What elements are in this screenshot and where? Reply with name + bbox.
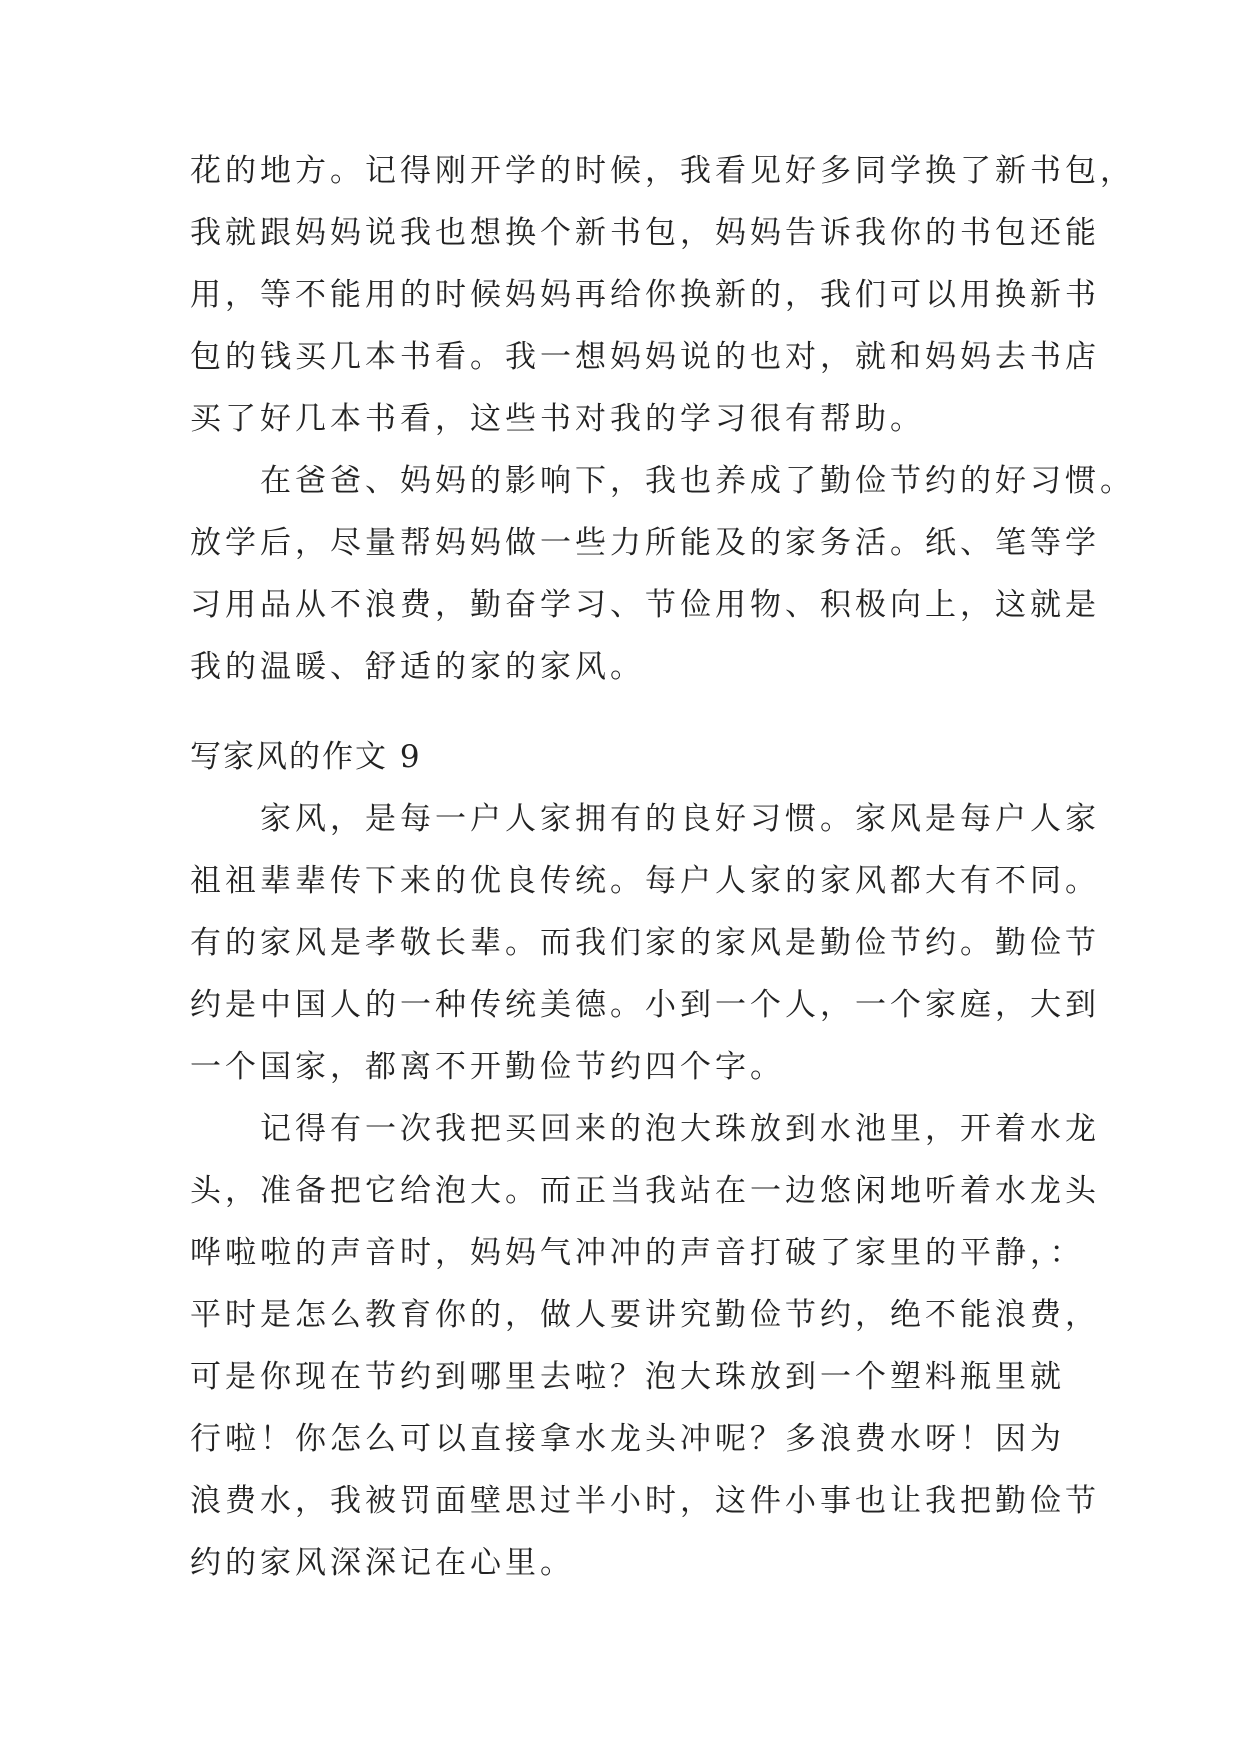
text-line: 家风，是每一户人家拥有的良好习惯。家风是每户人家: [260, 801, 1100, 837]
text-line: 浪费水，我被罚面壁思过半小时，这件小事也让我把勤俭节: [190, 1483, 1100, 1519]
paragraph: [190, 140, 1135, 450]
text-line: 平时是怎么教育你的，做人要讲究勤俭节约，绝不能浪费，: [190, 1297, 1100, 1333]
text-line: 在爸爸、妈妈的影响下，我也养成了勤俭节约的好习惯。: [260, 463, 1135, 499]
section-gap: [190, 698, 1070, 726]
text-line: 可是你现在节约到哪里去啦？泡大珠放到一个塑料瓶里就: [190, 1359, 1065, 1395]
essay-heading: 写家风的作文 9: [190, 739, 422, 775]
text-line: 花的地方。记得刚开学的时候，我看见好多同学换了新书包，: [190, 153, 1135, 189]
text-line: 习用品从不浪费，勤奋学习、节俭用物、积极向上，这就是: [190, 587, 1100, 623]
text-line: 约是中国人的一种传统美德。小到一个人，一个家庭，大到: [190, 987, 1100, 1023]
paragraph: [190, 788, 1100, 1098]
text-line: 包的钱买几本书看。我一想妈妈说的也对，就和妈妈去书店: [190, 339, 1100, 375]
text-line: 哗啦啦的声音时，妈妈气冲冲的声音打破了家里的平静，：: [190, 1235, 1085, 1271]
paragraph: [190, 450, 1135, 698]
text-line: 约的家风深深记在心里。: [190, 1545, 575, 1581]
text-line: 放学后，尽量帮妈妈做一些力所能及的家务活。纸、笔等学: [190, 525, 1100, 561]
text-line: 头，准备把它给泡大。而正当我站在一边悠闲地听着水龙头: [190, 1173, 1100, 1209]
text-line: 买了好几本书看，这些书对我的学习很有帮助。: [190, 401, 925, 437]
text-line: 用，等不能用的时候妈妈再给你换新的，我们可以用换新书: [190, 277, 1100, 313]
text-line: 一个国家，都离不开勤俭节约四个字。: [190, 1049, 785, 1085]
text-line: 记得有一次我把买回来的泡大珠放到水池里，开着水龙: [260, 1111, 1100, 1147]
text-line: 有的家风是孝敬长辈。而我们家的家风是勤俭节约。勤俭节: [190, 925, 1100, 961]
text-line: 我的温暖、舒适的家的家风。: [190, 649, 645, 685]
document-body: [190, 140, 1135, 1594]
paragraph: [190, 1098, 1100, 1594]
text-line: 祖祖辈辈传下来的优良传统。每户人家的家风都大有不同。: [190, 863, 1100, 899]
text-line: 行啦！你怎么可以直接拿水龙头冲呢？多浪费水呀！因为: [190, 1421, 1065, 1457]
text-line: 我就跟妈妈说我也想换个新书包，妈妈告诉我你的书包还能: [190, 215, 1100, 251]
